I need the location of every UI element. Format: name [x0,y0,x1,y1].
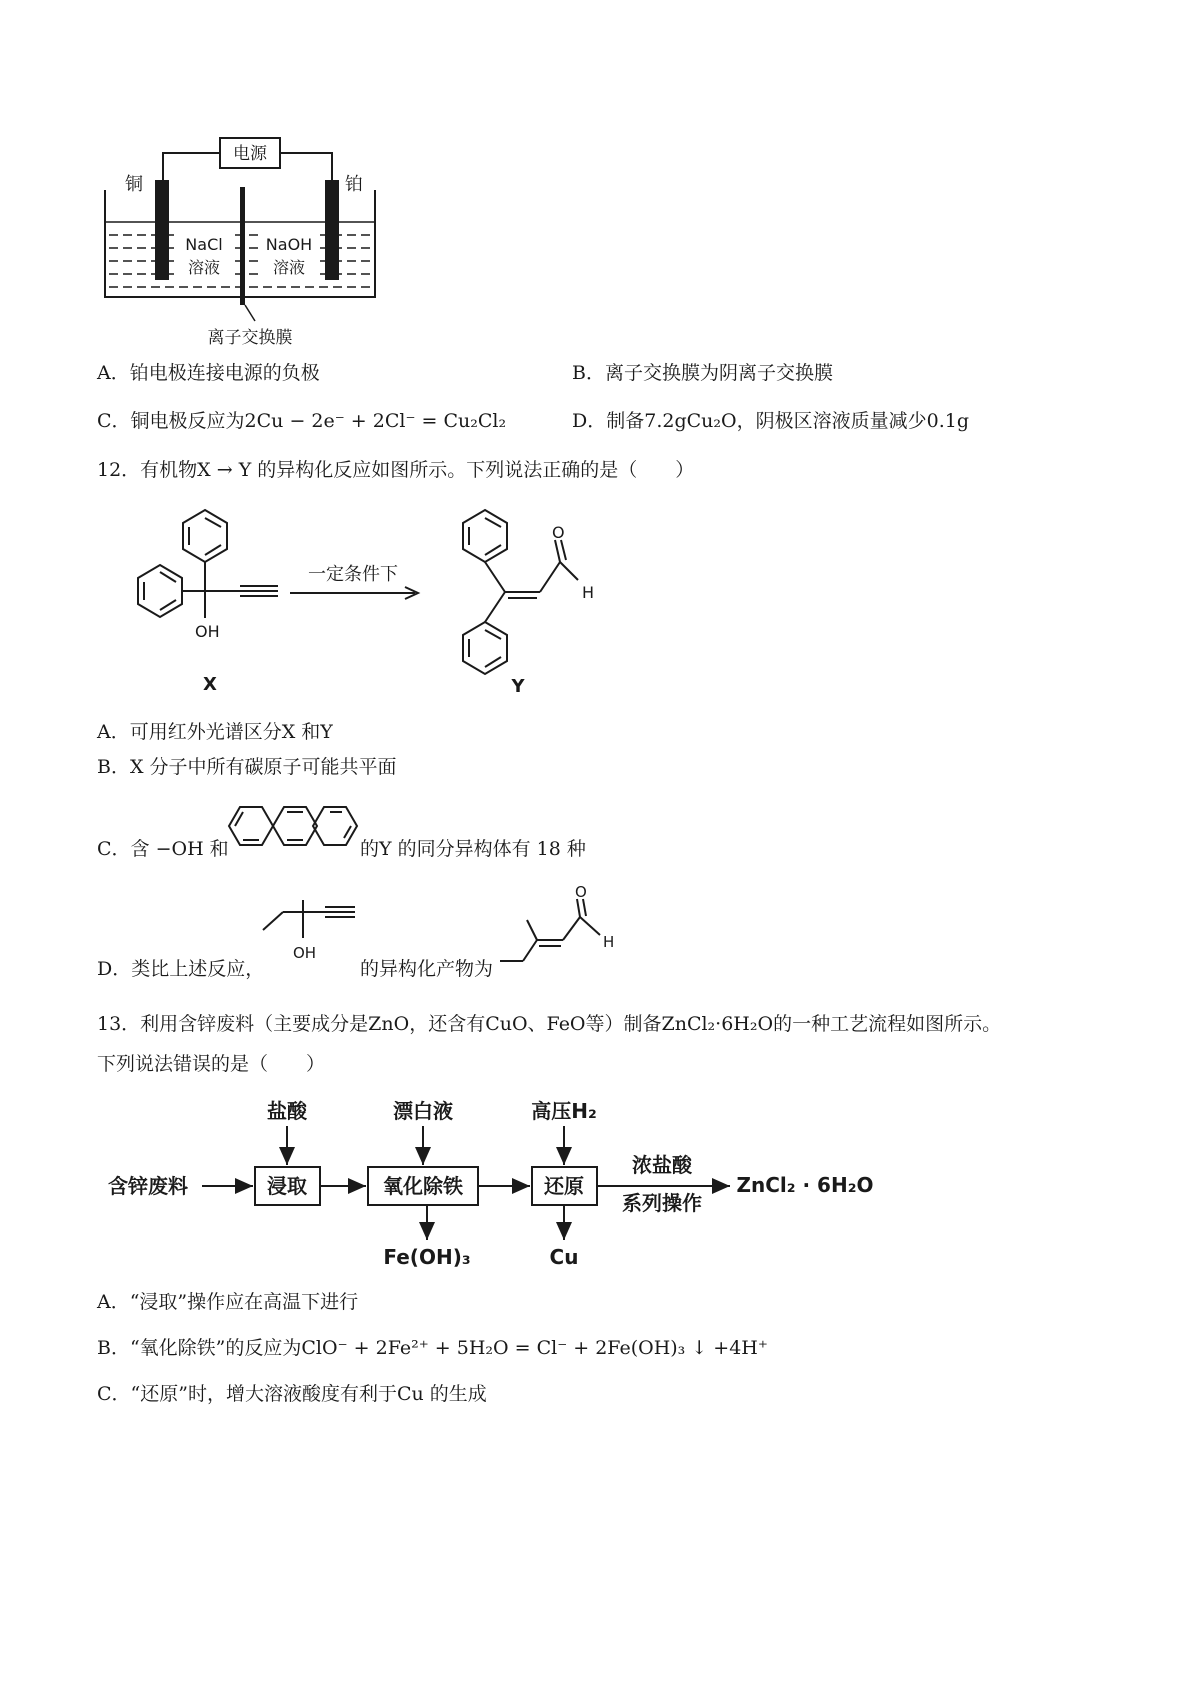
option-d-reactant [255,890,365,980]
q12-option-c-text: C．含 −OH 和 [97,838,229,860]
membrane-label: 离子交换膜 [207,328,293,348]
q11-option-a: A．铂电极连接电源的负极 [97,362,320,384]
power-source-label: 电源 [233,144,267,164]
q11-option-d [572,409,969,433]
input-hcl-label: 盐酸 [267,1099,307,1123]
option-d-h-label: H [603,933,615,951]
anthracene-structure [215,790,360,870]
q12-option-b: B．X 分子中所有碳原子可能共平面 [97,756,397,778]
q11-option-d-value: 0.1g [926,410,969,432]
q11-option-d-text: D．制备 [572,410,645,432]
right-wire [280,153,332,180]
series-operation-label: 系列操作 [622,1191,702,1215]
option-d-product [495,885,630,980]
q11-option-c [97,409,506,433]
q13-option-b [97,1336,768,1360]
copper-electrode [155,180,169,280]
q13-option-b-text: B．“氧化除铁”的反应为 [97,1337,302,1359]
q13-option-b-formula: ClO⁻ + 2Fe²⁺ + 5H₂O = Cl⁻ + 2Fe(OH)₃ ↓ +4H⁺ [301,1337,768,1359]
platinum-label: 铂 [345,174,363,195]
q12-option-a: A．可用红外光谱区分X 和Y [97,721,333,743]
option-d-o-label: O [575,885,587,901]
leach-label: 浸取 [267,1174,307,1198]
x-oh-label: OH [195,622,220,641]
q11-option-d-text2: ，阴极区溶液质量减少 [736,410,927,432]
electrolysis-diagram [95,125,395,350]
oxidize-iron-label: 氧化除铁 [383,1174,463,1198]
product-label: ZnCl₂ · 6H₂O [736,1173,874,1197]
process-flowchart [100,1092,880,1277]
q13-stem-line2: 下列说法错误的是（ ） [97,1053,326,1075]
reduce-label: 还原 [544,1174,584,1198]
q11-option-d-formula: 7.2gCu₂O [644,410,737,432]
option-d-oh-label: OH [293,944,317,962]
input-h2-label: 高压H₂ [531,1099,597,1123]
reaction-condition-label: 一定条件下 [308,564,398,585]
q12-stem: 12．有机物X → Y 的异构化反应如图所示。下列说法正确的是（ ） [97,459,695,481]
q12-option-d-text: D．类比上述反应， [97,958,265,980]
nacl-label: NaCl [185,235,223,254]
nacl-solution-label: 溶液 [187,258,221,277]
naoh-solution-label: 溶液 [272,258,306,277]
q12-option-d-rest: 的异构化产物为 [360,958,494,980]
y-o-label: O [552,523,565,542]
q13-option-a: A．“浸取”操作应在高温下进行 [97,1291,359,1313]
q13-stem-line1: 13．利用含锌废料（主要成分是ZnO，还含有CuO、FeO等）制备ZnCl₂·6H₂O的一种工艺流程如图所示。 [97,1013,1002,1035]
q12-option-c-rest: 的Y 的同分异构体有 18 种 [360,838,586,860]
input-bleach-label: 漂白液 [393,1099,453,1123]
y-h-label: H [582,583,595,602]
copper-label: 铜 [125,174,143,195]
conc-hcl-label: 浓盐酸 [632,1153,692,1177]
q13-option-c: C．“还原”时，增大溶液酸度有利于Cu 的生成 [97,1383,487,1405]
q11-option-c-text: C．铜电极反应为 [97,410,245,432]
start-material-label: 含锌废料 [108,1174,188,1198]
platinum-electrode [325,180,339,280]
naoh-label: NaOH [265,235,313,254]
y-name-label: Y [511,676,525,697]
output-cu-label: Cu [549,1245,579,1269]
ion-exchange-membrane [240,187,245,305]
q11-option-c-formula: 2Cu − 2e⁻ + 2Cl⁻ = Cu₂Cl₂ [244,410,507,432]
output-feoh3-label: Fe(OH)₃ [383,1245,471,1269]
left-wire [163,153,220,180]
q11-option-b: B．离子交换膜为阴离子交换膜 [572,362,833,384]
x-name-label: X [203,674,217,695]
